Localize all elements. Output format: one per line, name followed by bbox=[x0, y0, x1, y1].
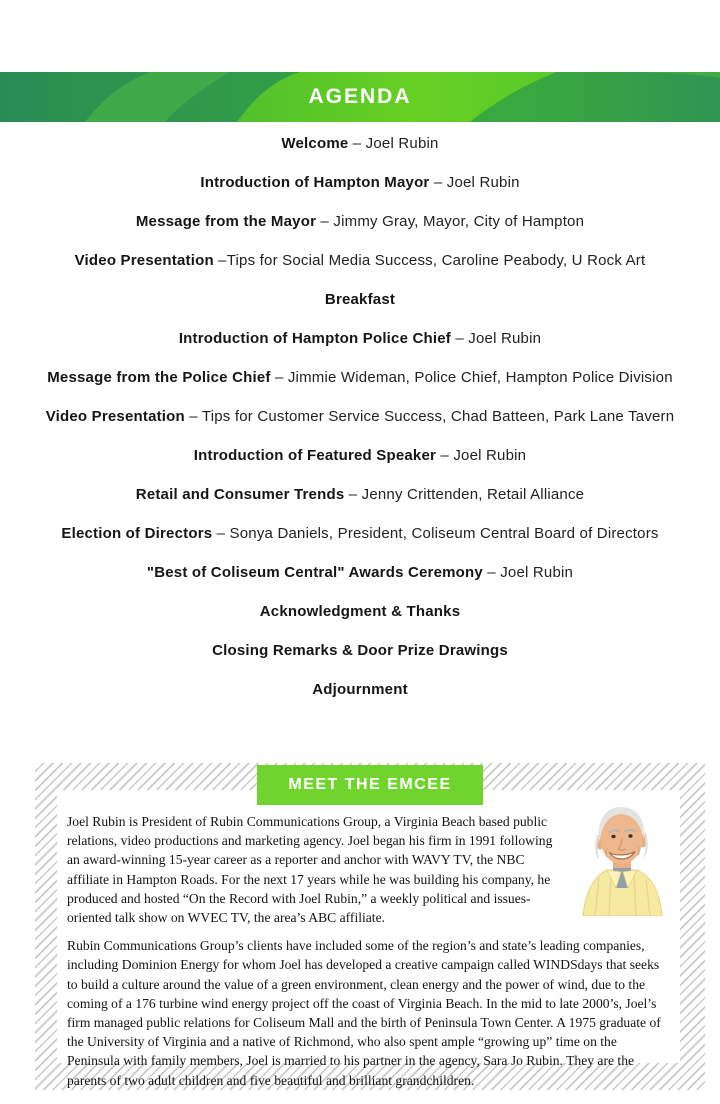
agenda-item bbox=[0, 319, 720, 358]
emcee-section bbox=[35, 763, 705, 1090]
agenda-item-title: Message from the Police Chief bbox=[47, 369, 271, 386]
agenda-item-title: Welcome bbox=[281, 135, 349, 152]
agenda-item-detail: – Joel Rubin bbox=[436, 447, 527, 464]
agenda-item-detail: – Joel Rubin bbox=[348, 135, 439, 152]
agenda-list bbox=[0, 124, 720, 709]
agenda-item-detail: – Joel Rubin bbox=[482, 564, 574, 581]
agenda-item bbox=[0, 475, 720, 514]
emcee-photo bbox=[576, 802, 668, 916]
emcee-bio-box bbox=[57, 790, 680, 1088]
agenda-item bbox=[0, 397, 720, 436]
emcee-banner bbox=[257, 765, 483, 805]
agenda-item-title: Adjournment bbox=[312, 681, 408, 698]
agenda-item-detail: –Tips for Social Media Success, Caroline Peabody, U Rock Art bbox=[213, 252, 646, 269]
agenda-item-title: Retail and Consumer Trends bbox=[135, 486, 345, 503]
agenda-item bbox=[0, 163, 720, 202]
agenda-item bbox=[0, 124, 720, 163]
agenda-item-title: Video Presentation bbox=[74, 252, 214, 269]
agenda-item bbox=[0, 631, 720, 670]
agenda-item-detail: – Joel Rubin bbox=[429, 174, 520, 191]
agenda-item-title: Acknowledgment & Thanks bbox=[259, 603, 461, 620]
agenda-item-title: Introduction of Hampton Mayor bbox=[200, 174, 430, 191]
agenda-item-title: Introduction of Featured Speaker bbox=[193, 447, 437, 464]
agenda-item bbox=[0, 241, 720, 280]
emcee-bio-paragraph-2: Rubin Communications Group’s clients have included some of the region’s and state’s leading companies, including Dominion Energy for whom Joel has developed a creative campaign called WINDSdays that seeks to build a culture around the value of a green environment, clean energy and the power of wind, due to the coming of a 176 turbine wind energy project off the coast of Virginia Beach. In the mid to late 2000’s, Joel’s firm managed public relations for Coliseum Mall and the birth of Peninsula Town Center. A 1975 graduate of the University of Virginia and a native of Richmond, who also spent ample “growing up” time on the Peninsula with family members, Joel is married to his partner in the agency, Sara Jo Rubin. They are the parents of two adult children and five beautiful and brilliant grandchildren. bbox=[67, 938, 661, 1088]
emcee-bio-content bbox=[57, 790, 680, 1088]
emcee-bio-paragraph-1: Joel Rubin is President of Rubin Communications Group, a Virginia Beach based public relations, video productions and marketing agency. Joel began his firm in 1991 following an award-winning 15-year career as a reporter and anchor with WAVY TV, the NBC affiliate in Hampton Roads. For the next 17 years while he was building his company, he produced and hosted “On the Record with Joel Rubin,” a weekly political and issues-oriented talk show on WVEC TV, the area’s ABC affiliate. bbox=[67, 814, 553, 926]
emcee-banner-label: MEET THE EMCEE bbox=[288, 776, 452, 793]
agenda-item-title: Video Presentation bbox=[45, 408, 185, 425]
agenda-item bbox=[0, 514, 720, 553]
agenda-item-detail: – Sonya Daniels, President, Coliseum Central Board of Directors bbox=[212, 525, 659, 542]
agenda-item-title: "Best of Coliseum Central" Awards Ceremony bbox=[146, 564, 483, 581]
agenda-item-detail: – Jimmy Gray, Mayor, City of Hampton bbox=[316, 213, 585, 230]
agenda-item bbox=[0, 436, 720, 475]
header-banner bbox=[0, 72, 720, 122]
agenda-item-detail: – Joel Rubin bbox=[451, 330, 542, 347]
agenda-item bbox=[0, 592, 720, 631]
agenda-item bbox=[0, 280, 720, 319]
agenda-item bbox=[0, 553, 720, 592]
agenda-item-detail: – Tips for Customer Service Success, Chad Batteen, Park Lane Tavern bbox=[184, 408, 675, 425]
agenda-item-title: Election of Directors bbox=[61, 525, 213, 542]
agenda-item-detail: – Jimmie Wideman, Police Chief, Hampton Police Division bbox=[270, 369, 673, 386]
agenda-item bbox=[0, 202, 720, 241]
agenda-item bbox=[0, 358, 720, 397]
page-title: AGENDA bbox=[308, 85, 412, 108]
agenda-item bbox=[0, 670, 720, 709]
agenda-item-title: Introduction of Hampton Police Chief bbox=[178, 330, 452, 347]
agenda-item-title: Closing Remarks & Door Prize Drawings bbox=[212, 642, 508, 659]
portrait-illustration bbox=[576, 802, 668, 916]
agenda-item-title: Message from the Mayor bbox=[135, 213, 317, 230]
agenda-item-detail: – Jenny Crittenden, Retail Alliance bbox=[344, 486, 585, 503]
agenda-item-title: Breakfast bbox=[324, 291, 396, 308]
